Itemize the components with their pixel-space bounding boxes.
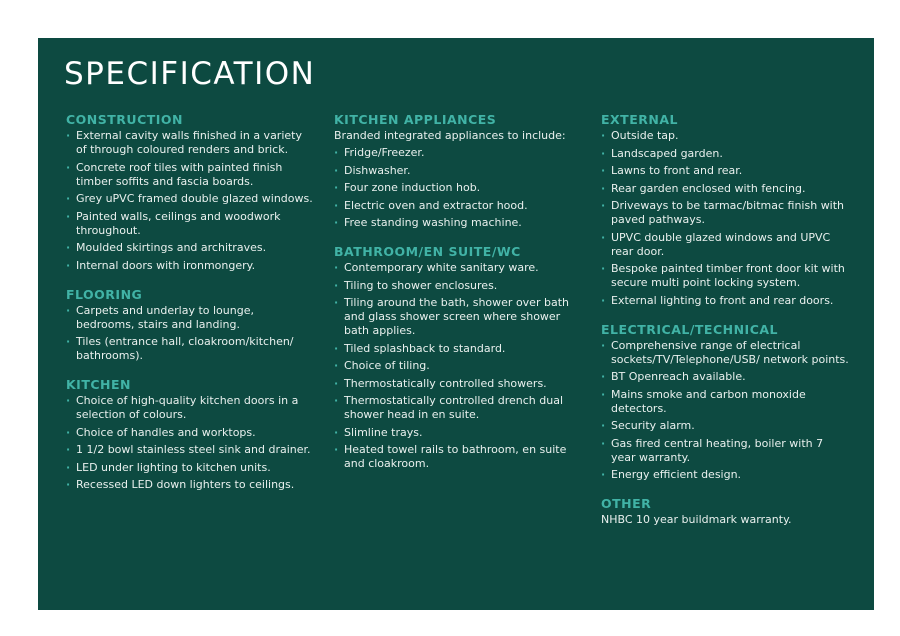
section-heading: KITCHEN APPLIANCES [334, 112, 497, 127]
list-item: · Fridge/Freezer. [334, 146, 582, 160]
list-item: · Concrete roof tiles with painted finish timber soffits and fascia boards. [66, 161, 314, 189]
list-item: · External cavity walls finished in a variety of through coloured renders and brick. [66, 129, 314, 157]
list-item: · Thermostatically controlled showers. [334, 377, 582, 391]
list-item: · Four zone induction hob. [334, 181, 582, 195]
section-kitchen-appliances [334, 112, 582, 230]
list-item: · Energy efficient design. [601, 468, 849, 482]
list-item: · Tiled splashback to standard. [334, 342, 582, 356]
bullet-list [66, 129, 314, 273]
section-heading: EXTERNAL [601, 112, 678, 127]
list-item: · Gas fired central heating, boiler with 7 year warranty. [601, 437, 849, 465]
list-item: · Rear garden enclosed with fencing. [601, 182, 849, 196]
specification-panel [38, 38, 874, 610]
list-item: · Outside tap. [601, 129, 849, 143]
section-flooring [66, 287, 314, 364]
section-heading: OTHER [601, 496, 652, 511]
list-item: · Mains smoke and carbon monoxide detectors. [601, 388, 849, 416]
list-item: · Tiling to shower enclosures. [334, 279, 582, 293]
list-item: · Thermostatically controlled drench dual shower head in en suite. [334, 394, 582, 422]
list-item: · Comprehensive range of electrical sockets/TV/Telephone/USB/ network points. [601, 339, 849, 367]
list-item: · Grey uPVC framed double glazed windows. [66, 192, 314, 206]
list-item: · Landscaped garden. [601, 147, 849, 161]
bullet-list [66, 304, 314, 364]
list-item: · Tiles (entrance hall, cloakroom/kitchen/ bathrooms). [66, 335, 314, 363]
list-item: · Driveways to be tarmac/bitmac finish with paved pathways. [601, 199, 849, 227]
section-electrical [601, 322, 849, 483]
list-item: · Moulded skirtings and architraves. [66, 241, 314, 255]
list-item: · LED under lighting to kitchen units. [66, 461, 314, 475]
section-other [601, 496, 849, 527]
section-heading: FLOORING [66, 286, 143, 302]
list-item: · Lawns to front and rear. [601, 164, 849, 178]
list-item: · Free standing washing machine. [334, 216, 582, 230]
section-intro: Branded integrated appliances to include: [334, 129, 566, 142]
section-heading: KITCHEN [66, 377, 131, 392]
section-text: NHBC 10 year buildmark warranty. [601, 513, 792, 526]
section-kitchen [66, 377, 314, 492]
list-item: · Bespoke painted timber front door kit with secure multi point locking system. [601, 262, 849, 290]
list-item: · Security alarm. [601, 419, 849, 433]
list-item: · Recessed LED down lighters to ceilings. [66, 478, 314, 492]
bullet-list [601, 339, 849, 483]
section-heading: ELECTRICAL/TECHNICAL [601, 321, 779, 337]
list-item: · Carpets and underlay to lounge, bedrooms, stairs and landing. [66, 304, 314, 332]
column-left [66, 112, 314, 506]
column-middle [334, 112, 582, 485]
section-external [601, 112, 849, 308]
list-item: · Contemporary white sanitary ware. [334, 261, 582, 275]
bullet-list [601, 129, 849, 308]
list-item: · BT Openreach available. [601, 370, 849, 384]
bullet-list [334, 146, 582, 230]
section-heading: CONSTRUCTION [66, 112, 184, 127]
section-construction [66, 112, 314, 273]
page-title: SPECIFICATION [64, 56, 316, 92]
list-item: · Slimline trays. [334, 426, 582, 440]
list-item: · UPVC double glazed windows and UPVC rear door. [601, 231, 849, 259]
list-item: · Dishwasher. [334, 164, 582, 178]
list-item: · External lighting to front and rear doors. [601, 294, 849, 308]
list-item: · Tiling around the bath, shower over bath and glass shower screen where shower bath applies. [334, 296, 582, 338]
list-item: · Painted walls, ceilings and woodwork throughout. [66, 210, 314, 238]
bullet-list [66, 394, 314, 492]
list-item: · Internal doors with ironmongery. [66, 259, 314, 273]
column-right [601, 112, 849, 541]
list-item: · Heated towel rails to bathroom, en suite and cloakroom. [334, 443, 582, 471]
list-item: · Electric oven and extractor hood. [334, 199, 582, 213]
list-item: · Choice of handles and worktops. [66, 426, 314, 440]
list-item: · 1 1/2 bowl stainless steel sink and drainer. [66, 443, 314, 457]
list-item: · Choice of tiling. [334, 359, 582, 373]
bullet-list [334, 261, 582, 471]
section-heading: BATHROOM/EN SUITE/WC [334, 244, 521, 259]
section-bathroom [334, 244, 582, 471]
list-item: · Choice of high-quality kitchen doors in a selection of colours. [66, 394, 314, 422]
